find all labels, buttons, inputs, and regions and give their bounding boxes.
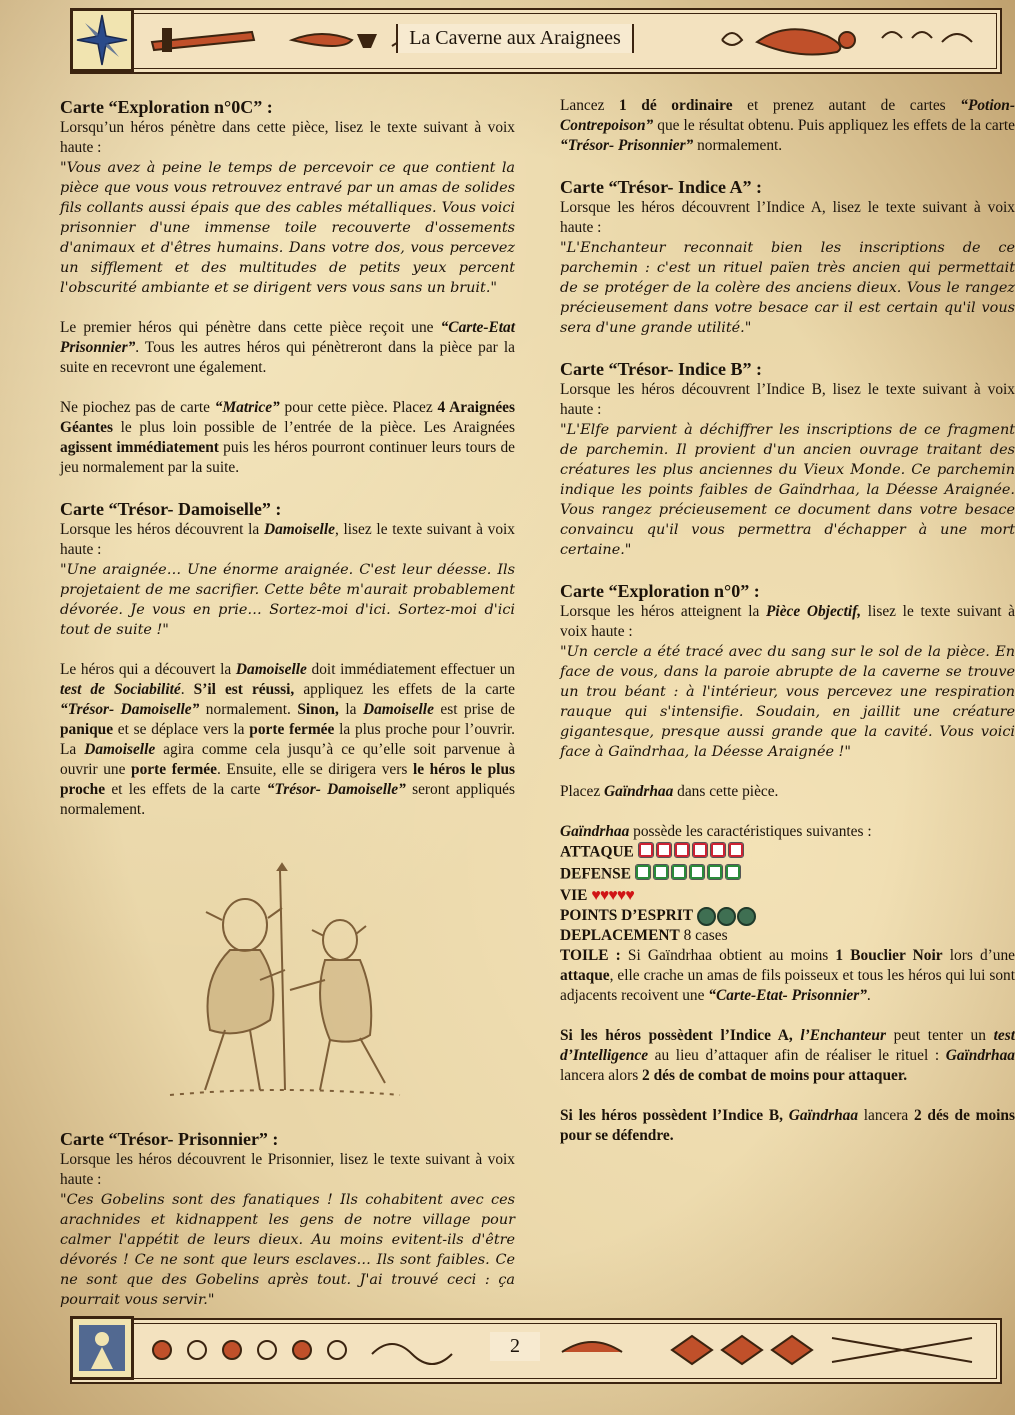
section-heading: Carte “Exploration n°0C” : (60, 97, 273, 117)
page-number: 2 (490, 1332, 540, 1361)
compass-emblem-icon (70, 8, 134, 72)
paragraph: Lorsque les héros découvrent l’Indice B, lisez le texte suivant à voix haute : (560, 381, 1015, 418)
paragraph: Si les héros possèdent l’Indice A, l’Enchanteur peut tenter un test d’Intelligence au lieu d’attaquer afin de réaliser le rituel : Gaïndrhaa lancera alors 2 dés de combat de moins pour attaquer. (560, 1027, 1015, 1084)
section-heading: Carte “Trésor- Prisonnier” : (60, 1129, 279, 1149)
mind-point-icon (697, 907, 757, 924)
paragraph: Si les héros possèdent l’Indice B, Gaïndrhaa lancera 2 dés de moins pour se défendre. (560, 1107, 1015, 1144)
stat-defense: DEFENSE (560, 864, 1015, 886)
read-aloud-quote: "Un cercle a été tracé avec du sang sur le sol de la pièce. En face de vous, dans la paroie abrupte de la caverne se trouve un trou béant : à l'intérieur, vous percevez une respiration rauque qui s'intensifie. Soudain, en jaillit une créature gigantesque, presque aussi grande que la cavité. Vous voici face à Gaïndrhaa, la Déesse Araignée !" (560, 644, 1015, 760)
goblins-illustration (150, 870, 410, 1120)
left-column (60, 96, 515, 820)
paragraph: Lorsque les héros atteignent la Pièce Objectif, lisez le texte suivant à voix haute : (560, 603, 1015, 640)
page-title: La Caverne aux Araignees (396, 24, 634, 53)
heart-icon: ♥♥♥♥♥ (591, 887, 634, 904)
figure-emblem-icon (70, 1316, 134, 1380)
red-dice-icon (638, 842, 746, 864)
section-heading: Carte “Exploration n°0” : (560, 581, 760, 601)
paragraph: Le héros qui a découvert la Damoiselle doit immédiatement effectuer un test de Sociabilité. S’il est réussi, appliquez les effets de la carte “Trésor- Damoiselle” normalement. Sinon, la Damoiselle est prise de panique et se déplace vers la porte fermée la plus proche pour l’ouvrir. La Damoiselle agira comme cela jusqu’à ce qu’elle soit parvenue à ouvrir une porte fermée. Ensuite, elle se dirigera vers le héros le plus proche et les effets de la carte “Trésor- Damoiselle” seront appliqués normalement. (60, 661, 516, 818)
paragraph: Le premier héros qui pénètre dans cette pièce reçoit une “Carte-Etat Prisonnier”. Tous les autres héros qui pénètreront dans la pièce par la suite en recevront une également. (60, 319, 515, 376)
read-aloud-quote: "Vous avez à peine le temps de percevoir ce que contient la pièce que vous vous retrouvez entravé par un amas de solides fils collants aussi épais que des cables métalliques. Vous voici prisonnier d'une immense toile recouverte d'ossements d'animaux et d'êtres humains. Dans votre dos, vous percevez un sifflement et des multitudes de petits yeux percent l'obscurité ambiante et se dirigent vers vous sans un bruit." (60, 160, 515, 296)
paragraph: Lorsqu’un héros pénètre dans cette pièce, lisez le texte suivant à voix haute : (60, 119, 515, 156)
read-aloud-quote: "L'Enchanteur reconnait bien les inscriptions de ce parchemin : c'est un rituel païen très ancien qui permettait de se protéger de la colère des anciens dieux. Vous le rangez précieusement dans votre besace car il est certain qu'il vous sera d'une grande utilité." (560, 240, 1015, 336)
stat-vie: VIE ♥♥♥♥♥ (560, 887, 634, 904)
paragraph: Gaïndrhaa possède les caractéristiques suivantes : (560, 823, 872, 840)
green-dice-icon (635, 864, 743, 886)
paragraph: Lancez 1 dé ordinaire et prenez autant de cartes “Potion- Contrepoison” que le résultat obtenu. Puis appliquez les effets de la carte “Trésor- Prisonnier” normalement. (560, 97, 1015, 154)
paragraph: Lorsque les héros découvrent le Prisonnier, lisez le texte suivant à voix haute : (60, 1151, 515, 1188)
read-aloud-quote: "Ces Gobelins sont des fanatiques ! Ils cohabitent avec ces arachnides et kidnappent les gens de notre village pour calmer l'appétit de leurs dieux. Au moins evitent-ils d'être dévorés ! Ce ne sont que leurs esclaves… Ils sont faibles. Ce ne sont que des Gobelins après tout. J'ai trouvé ceci : ça pourrait vous servir." (60, 1192, 515, 1308)
ornament-diamonds-icon (552, 1328, 982, 1372)
section-heading: Carte “Trésor- Damoiselle” : (60, 499, 282, 519)
paragraph: Placez Gaïndrhaa dans cette pièce. (560, 783, 779, 800)
paragraph: Lorsque les héros découvrent l’Indice A, lisez le texte suivant à voix haute : (560, 199, 1015, 236)
paragraph: TOILE : Si Gaïndrhaa obtient au moins 1 Bouclier Noir lors d’une attaque, elle crache un amas de fils poisseux et tous les héros qui lui sont adjacents recoivent une “Carte-Etat- Prisonnier”. (560, 947, 1015, 1004)
stat-deplacement: DEPLACEMENT 8 cases (560, 927, 728, 944)
ornament-dragon-icon (712, 18, 992, 62)
section-heading: Carte “Trésor- Indice A” : (560, 177, 762, 197)
read-aloud-quote: "Une araignée… Une énorme araignée. C'est leur déesse. Ils projetaient de me sacrifier. Cette bête m'aurait probablement dévorée. Je vous en prie… Sortez-moi d'ici. Sortez-moi d'ici tout de suite !" (60, 562, 515, 638)
read-aloud-quote: "L'Elfe parvient à déchiffrer les inscriptions de ce fragment de parchemin. Il provient d'un ancien ouvrage traitant des créatures les plus anciennes du Vieux Monde. Ce parchemin indique les points faibles de Gaïndrhaa, la Déesse Araignée. Vous rangez précieusement ce document dans votre besace convaincu qu'il vous permettra d'échapper à une mort certaine." (560, 422, 1015, 558)
left-column-bottom (60, 1128, 515, 1310)
paragraph: Ne piochez pas de carte “Matrice” pour cette pièce. Placez 4 Araignées Géantes le plus loin possible de l’entrée de la pièce. Les Araignées agissent immédiatement puis les héros pourront continuer leurs tours de jeu normalement par la suite. (60, 399, 515, 476)
stat-esprit: POINTS D’ESPRIT (560, 906, 1015, 926)
ornament-skulls-icon (142, 1330, 472, 1370)
stat-attaque: ATTAQUE (560, 842, 1015, 864)
right-column (560, 96, 1015, 1146)
section-heading: Carte “Trésor- Indice B” : (560, 359, 762, 379)
paragraph: Lorsque les héros découvrent la Damoiselle, lisez le texte suivant à voix haute : (60, 521, 515, 558)
